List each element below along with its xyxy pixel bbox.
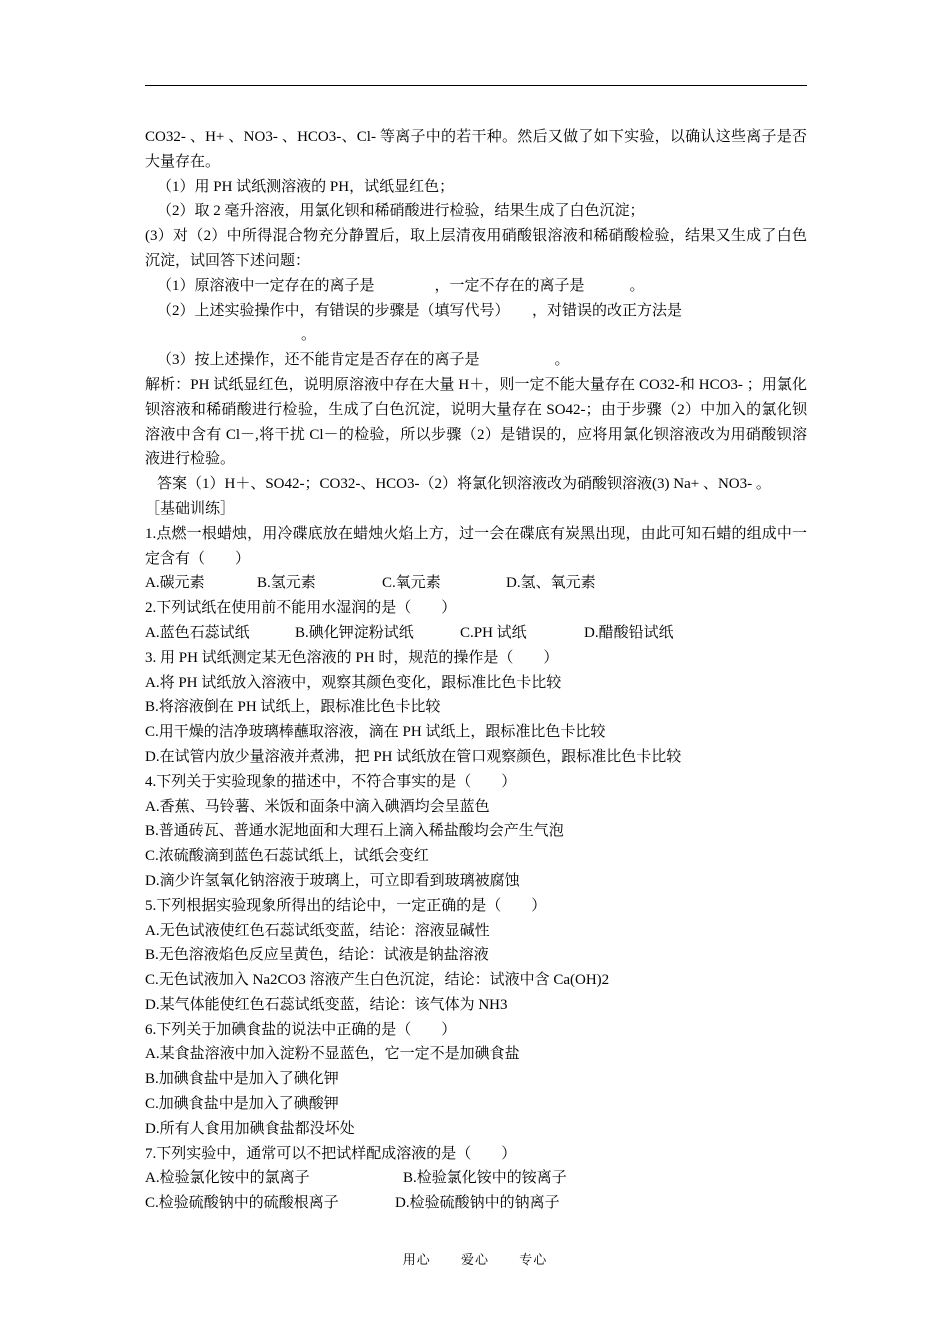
footer-word: 专心 (519, 1252, 548, 1267)
option-a: A.蓝色石蕊试纸 (145, 624, 250, 641)
question-stem: 1.点燃一根蜡烛，用冷碟底放在蜡烛火焰上方，过一会在碟底有炭黑出现，由此可知石蜡的组成中一定含有（ ） (145, 525, 807, 567)
question-stem: 5.下列根据实验现象所得出的结论中，一定正确的是（ ） (145, 897, 547, 914)
option-a: A.将 PH 试纸放入溶液中，观察其颜色变化，跟标准比色卡比较 (145, 674, 562, 691)
option-a: A.香蕉、马铃薯、米饭和面条中滴入碘酒均会呈蓝色 (145, 798, 490, 815)
option-b: B.将溶液倒在 PH 试纸上，跟标准比色卡比较 (145, 699, 441, 716)
option-d: D.所有人食用加碘食盐都没坏处 (145, 1120, 355, 1137)
option-d: D.氢、氧元素 (506, 575, 596, 592)
intro-line: （2）取 2 毫升溶液，用氯化钡和稀硝酸进行检验，结果生成了白色沉淀； (157, 203, 645, 220)
option-b: B.氢元素 (257, 575, 316, 592)
question-stem: 4.下列关于实验现象的描述中，不符合事实的是（ ） (145, 773, 517, 790)
option-c: C.无色试液加入 Na2CO3 溶液产生白色沉淀，结论：试液中含 Ca(OH)2 (145, 972, 610, 989)
document-body (145, 125, 807, 1216)
intro-line: （2）上述实验操作中，有错误的步骤是（填写代号） ，对错误的改正方法是 (157, 302, 683, 319)
intro-line: （1）用 PH 试纸测溶液的 PH，试纸显红色； (157, 178, 455, 195)
header-rule (145, 85, 807, 86)
option-c: C.氧元素 (382, 575, 441, 592)
question-stem: 3. 用 PH 试纸测定某无色溶液的 PH 时，规范的操作是（ ） (145, 649, 559, 666)
footer-word: 爱心 (460, 1252, 489, 1267)
question-stem: 6.下列关于加碘食盐的说法中正确的是（ ） (145, 1021, 457, 1038)
option-d: D.在试管内放少量溶液并煮沸，把 PH 试纸放在管口观察颜色，跟标准比色卡比较 (145, 748, 682, 765)
option-a: A.碳元素 (145, 575, 205, 592)
page-footer (0, 1249, 950, 1268)
option-a: A.无色试液使红色石蕊试纸变蓝，结论：溶液显碱性 (145, 922, 490, 939)
option-b: B.普通砖瓦、普通水泥地面和大理石上滴入稀盐酸均会产生气泡 (145, 823, 564, 840)
option-d: D.滴少许氢氧化钠溶液于玻璃上，可立即看到玻璃被腐蚀 (145, 872, 520, 889)
question-stem: 2.下列试纸在使用前不能用水湿润的是（ ） (145, 600, 457, 617)
option-row (145, 1191, 807, 1216)
option-b: B.加碘食盐中是加入了碘化钾 (145, 1071, 339, 1088)
option-row (145, 1166, 807, 1191)
option-a: A.检验氯化铵中的氯离子 (145, 1170, 310, 1187)
option-c: C.加碘食盐中是加入了碘酸钾 (145, 1096, 339, 1113)
option-row (145, 621, 807, 646)
option-c: C.浓硫酸滴到蓝色石蕊试纸上，试纸会变红 (145, 848, 429, 865)
option-d: D.某气体能使红色石蕊试纸变蓝，结论：该气体为 NH3 (145, 996, 508, 1013)
intro-line: CO32- 、H+ 、NO3- 、HCO3-、Cl- 等离子中的若干种。然后又做了如下实验，以确认这些离子是否大量存在。 (145, 129, 807, 170)
option-b: B.检验氯化铵中的铵离子 (403, 1170, 567, 1187)
answer-paragraph: 答案（1）H＋、SO42-；CO32-、HCO3-（2）将氯化钡溶液改为硝酸钡溶液(3) Na+ 、NO3- 。 (157, 476, 771, 493)
analysis-paragraph: 解析：PH 试纸显红色，说明原溶液中存在大量 H＋，则一定不能大量存在 CO32-和 HCO3- ；用氯化钡溶液和稀硝酸进行检验，生成了白色沉淀，说明大量存在 SO42-；由于步骤（2）中加入的氯化钡溶液中含有 Cl－,将干扰 Cl－的检验，所以步骤（2）是错误的，应将用氯化钡溶液改为用硝酸钡溶液进行检验。 (145, 376, 807, 468)
intro-line: (3）对（2）中所得混合物充分静置后，取上层清夜用硝酸银溶液和稀硝酸检验，结果又生成了白色沉淀，试回答下述问题： (145, 228, 807, 269)
intro-line: （1）原溶液中一定存在的离子是 ，一定不存在的离子是 。 (157, 277, 645, 294)
footer-word: 用心 (402, 1252, 431, 1267)
option-row (145, 571, 807, 596)
section-heading: ［基础训练］ (145, 500, 236, 517)
question-stem: 7.下列实验中，通常可以不把试样配成溶液的是（ ） (145, 1145, 517, 1162)
option-c: C.检验硫酸钠中的硫酸根离子 (145, 1195, 339, 1212)
intro-line: （3）按上述操作，还不能肯定是否存在的离子是 。 (157, 352, 570, 369)
option-c: C.PH 试纸 (460, 624, 527, 641)
option-a: A.某食盐溶液中加入淀粉不显蓝色，它一定不是加碘食盐 (145, 1046, 520, 1063)
option-d: D.检验硫酸钠中的钠离子 (395, 1195, 560, 1212)
option-c: C.用干燥的洁净玻璃棒蘸取溶液，滴在 PH 试纸上，跟标准比色卡比较 (145, 724, 606, 741)
intro-line: 。 (301, 327, 317, 344)
option-b: B.碘化钾淀粉试纸 (295, 624, 414, 641)
option-b: B.无色溶液焰色反应呈黄色，结论：试液是钠盐溶液 (145, 947, 489, 964)
option-d: D.醋酸铅试纸 (584, 624, 674, 641)
